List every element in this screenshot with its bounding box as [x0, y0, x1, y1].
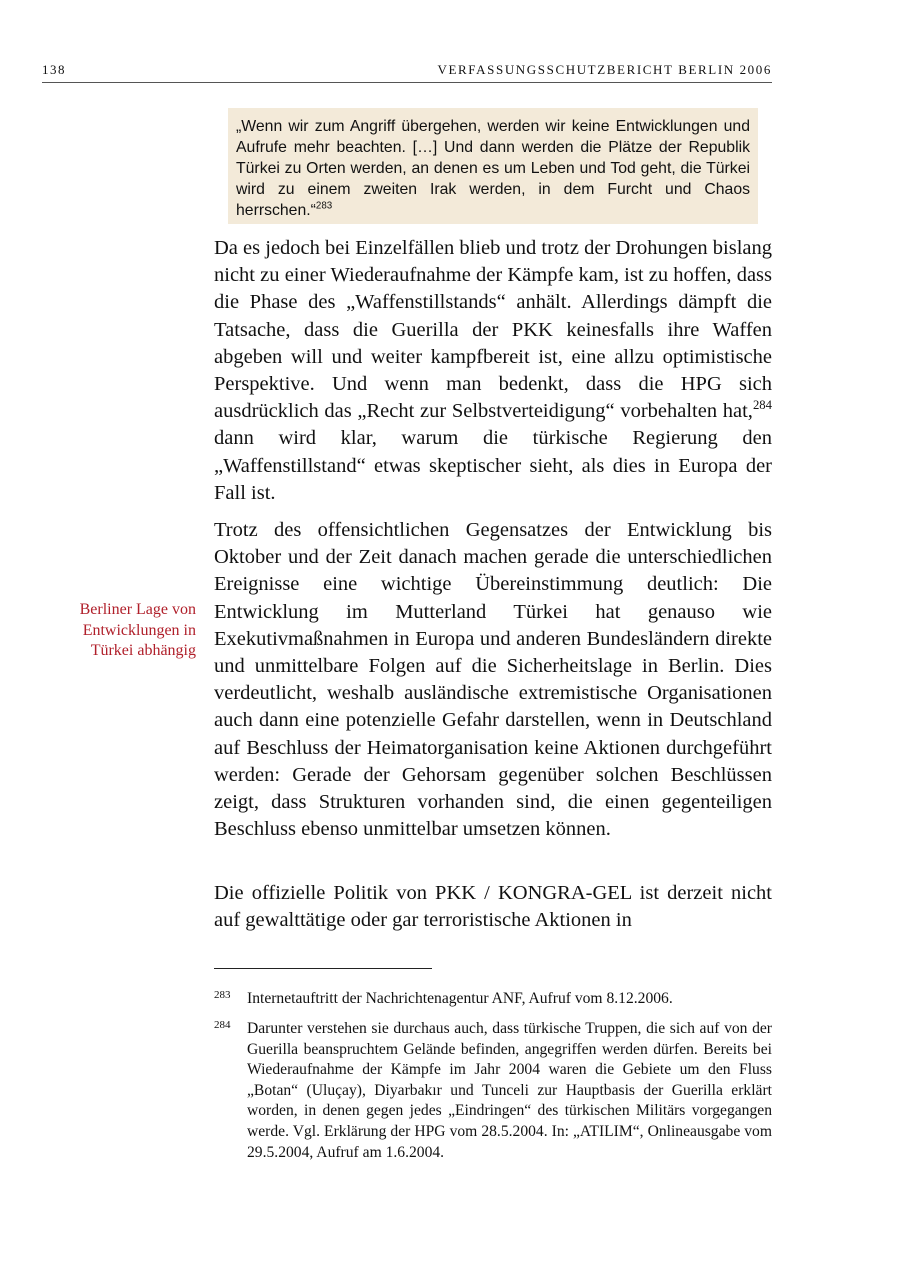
- footnote-ref-284[interactable]: 284: [752, 398, 772, 413]
- footnote-283: [214, 989, 772, 1010]
- paragraph-1: [214, 235, 772, 507]
- footnote-text: Internetauftritt der Nachrichtenagentur ANF, Aufruf vom 8.12.2006.: [247, 990, 673, 1007]
- footnote-number: 284: [214, 1019, 231, 1031]
- quote-box: [228, 108, 758, 224]
- footnote-ref-283[interactable]: 283: [315, 200, 333, 212]
- paragraph-1-part-1: Da es jedoch bei Einzelfällen blieb und trotz der Drohungen bislang nicht zu einer Wiederaufnahme der Kämpfe kam, ist zu hoffen, dass die Phase des „Waffenstillstands“ anhält. Allerdings dämpft die Tatsache, dass die Guerilla der PKK keinesfalls ihre Waffen abgeben will und weiter kampfbereit ist, eine allzu optimistische Perspektive. Und wenn man bedenkt, dass die HPG sich ausdrücklich das „Recht zur Selbstverteidigung“ vorbehalten hat,: [214, 237, 772, 423]
- quote-text: „Wenn wir zum Angriff übergehen, werden wir keine Entwicklungen und Aufrufe mehr beachten. […] Und dann werden die Plätze der Republik Türkei zu Orten werden, an denen es um Leben und Tod geht, die Türkei wird zu einem zweiten Irak werden, in dem Furcht und Chaos herrschen.“: [236, 118, 750, 219]
- paragraph-3: Die offizielle Politik von PKK / KONGRA-GEL ist derzeit nicht auf gewalttätige oder gar terroristische Aktionen in: [214, 882, 772, 932]
- page-number: 138: [42, 62, 66, 77]
- paragraph-1-part-2: dann wird klar, warum die türkische Regierung den „Waffenstillstand“ etwas skeptischer sieht, als dies in Europa der Fall ist.: [214, 427, 772, 504]
- footnote-text: Darunter verstehen sie durchaus auch, dass türkische Truppen, die sich auf von der Guerilla beanspruchtem Gelände befinden, angegriffen werden dürfen. Bereits bei Wiederaufnahme der Kämpfe im Jahr 2004 waren die Gebiete um den Fluss „Botan“ (Uluçay), Diyarbakır und Tunceli zur Hauptbasis der Guerilla erklärt worden, in denen gegen jedes „Eindringen“ des türkischen Militärs vorgegangen werde. Vgl. Erklärung der HPG vom 28.5.2004. In: „ATILIM“, Onlineausgabe vom 29.5.2004, Aufruf am 1.6.2004.: [247, 1020, 772, 1161]
- margin-note-line-3: Türkei abhängig: [90, 642, 196, 659]
- margin-note-line-2: Entwicklungen in: [82, 621, 196, 639]
- margin-note: [40, 600, 196, 662]
- running-header: [42, 62, 772, 83]
- running-title: VERFASSUNGSSCHUTZBERICHT BERLIN 2006: [437, 62, 772, 77]
- paragraph-2: Trotz des offensichtlichen Gegensatzes der Entwicklung bis Oktober und der Zeit danach machen gerade die unterschiedlichen Ereignisse eine wichtige Übereinstimmung deutlich: Die Entwicklung im Mutterland Türkei hat genauso wie Exekutivmaßnahmen in Europa und anderen Bundesländern direkte und unmittelbare Folgen auf die Sicherheitslage in Berlin. Dies verdeutlicht, weshalb ausländische extremistische Organisationen auch dann eine potenzielle Gefahr darstellen, wenn in Deutschland auf Beschluss der Heimatorganisation keine Aktionen durchgeführt werden: Gerade der Gehorsam gegenüber solchen Beschlüssen zeigt, dass Strukturen vorhanden sind, die einen gegenteiligen Beschluss ebenso unmittelbar umsetzen können.: [214, 519, 772, 841]
- footnote-number: 283: [214, 989, 231, 1001]
- footnote-284: [214, 1019, 772, 1163]
- margin-note-line-1: Berliner Lage von: [79, 601, 196, 618]
- footnote-separator: [214, 968, 432, 969]
